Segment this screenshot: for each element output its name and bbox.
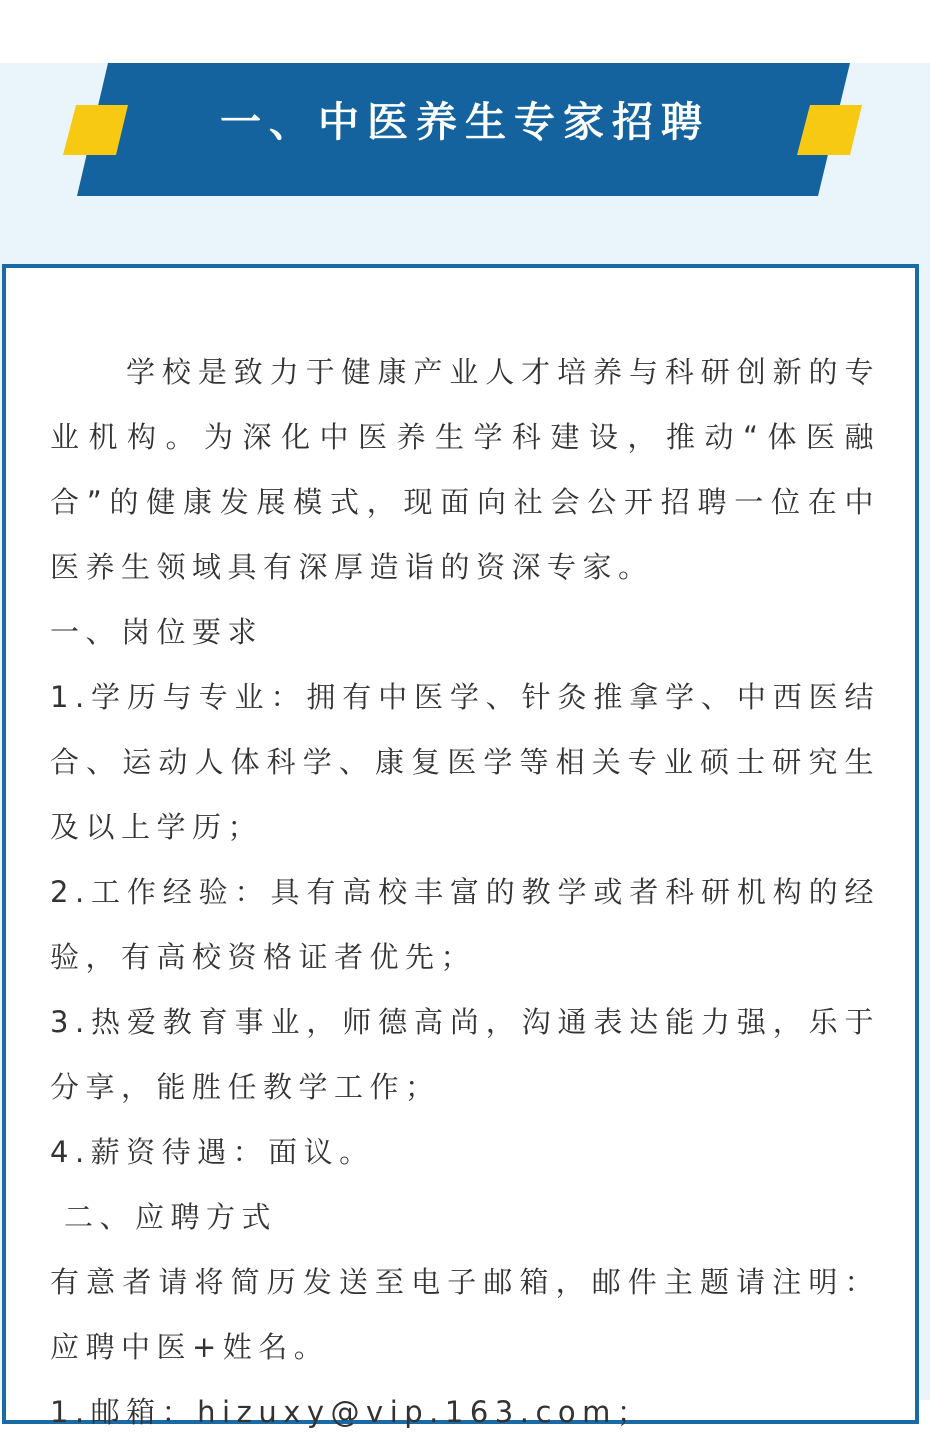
top-margin xyxy=(0,0,930,63)
requirement-item: 3.热爱教育事业，师德高尚，沟通表达能力强，乐于分享，能胜任教学工作； xyxy=(50,1005,880,1104)
content-text xyxy=(50,340,880,1445)
section-heading-requirements: 一、岗位要求 xyxy=(50,615,264,649)
banner-title: 一、中医养生专家招聘 xyxy=(220,98,710,146)
section-banner xyxy=(0,63,930,198)
requirement-item: 4.薪资待遇：面议。 xyxy=(50,1135,375,1169)
email-line: 1.邮箱：hizuxy@vip.163.com； xyxy=(50,1395,653,1429)
section-heading-application: 二、应聘方式 xyxy=(64,1200,278,1234)
content-card xyxy=(2,264,919,1429)
requirement-item: 1.学历与专业：拥有中医学、针灸推拿学、中西医结合、运动人体科学、康复医学等相关专业硕士研究生及以上学历； xyxy=(50,680,880,844)
requirement-item: 2.工作经验：具有高校丰富的教学或者科研机构的经验，有高校资格证者优先； xyxy=(50,875,880,974)
intro-paragraph: 学校是致力于健康产业人才培养与科研创新的专业机构。为深化中医养生学科建设，推动“体医融合”的健康发展模式，现面向社会公开招聘一位在中医养生领域具有深厚造诣的资深专家。 xyxy=(50,355,880,584)
application-instructions: 有意者请将简历发送至电子邮箱，邮件主题请注明：应聘中医+姓名。 xyxy=(50,1265,880,1364)
